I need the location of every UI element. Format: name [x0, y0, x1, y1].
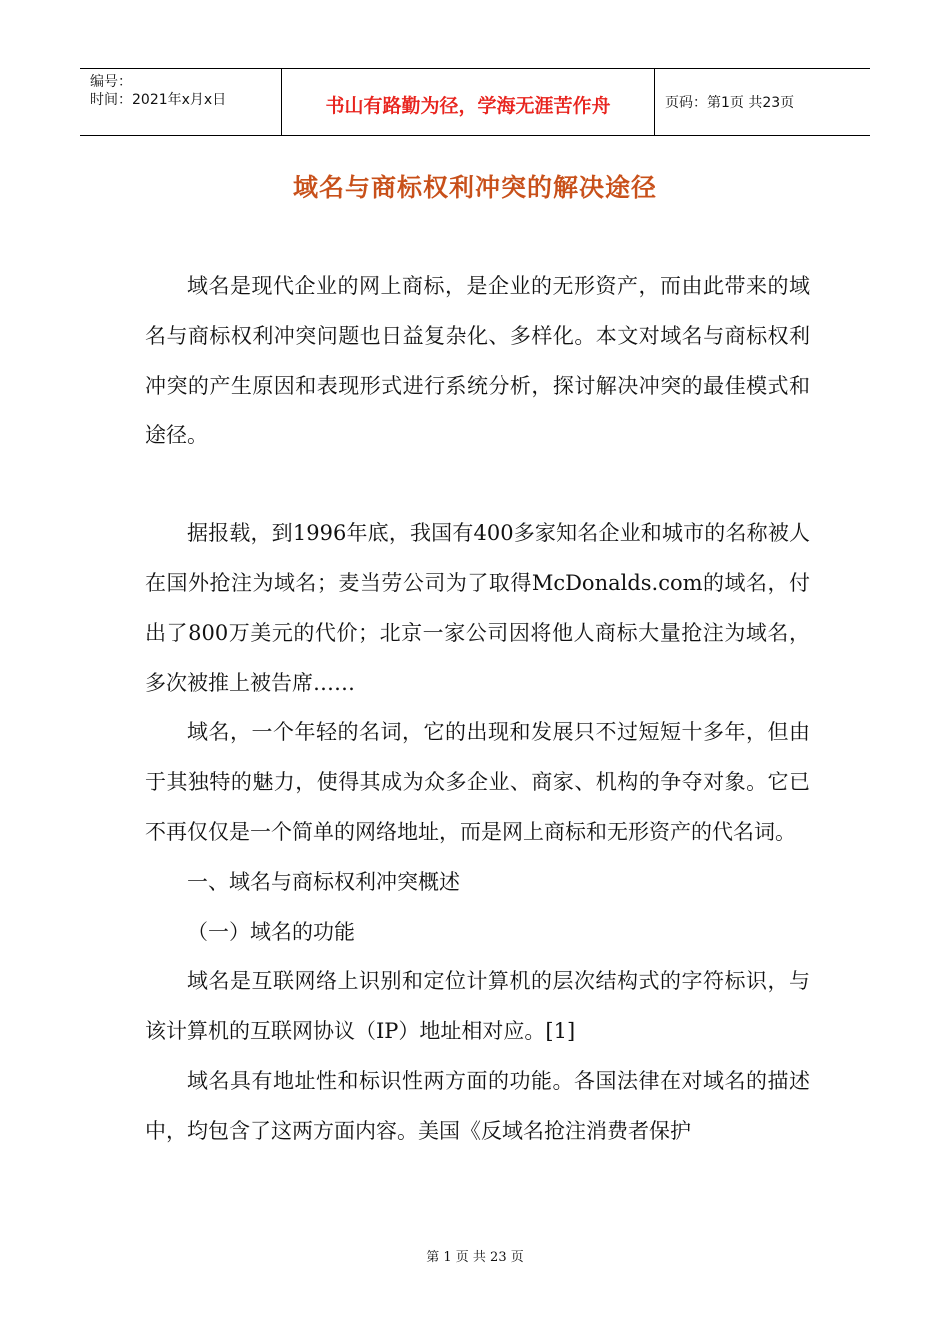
body-paragraph: 据报载，到1996年底，我国有400多家知名企业和城市的名称被人在国外抢注为域名；麦当劳公司为了取得McDonalds.com的域名，付出了800万美元的代价；北京一家公司因将他人商标大量抢注为域名，多次被推上被告席…… [145, 521, 810, 695]
document-body [145, 262, 810, 1157]
header-meta [80, 69, 282, 135]
time-label: 时间：2021年x月x日 [90, 92, 227, 108]
section-heading: 一、域名与商标权利冲突概述 [187, 869, 460, 894]
paragraph-spacer [145, 461, 810, 509]
serial-number-label: 编号： [90, 74, 132, 90]
header-page-info: 页码：第1页 共23页 [665, 95, 795, 111]
abstract-paragraph: 域名是现代企业的网上商标，是企业的无形资产，而由此带来的域名与商标权利冲突问题也日益复杂化、多样化。本文对域名与商标权利冲突的产生原因和表现形式进行系统分析，探讨解决冲突的最佳模式和途径。 [145, 274, 810, 448]
document-title: 域名与商标权利冲突的解决途径 [292, 173, 657, 202]
document-header [80, 68, 870, 136]
subsection-heading: （一）域名的功能 [187, 919, 355, 944]
body-paragraph: 域名，一个年轻的名词，它的出现和发展只不过短短十多年，但由于其独特的魅力，使得其成为众多企业、商家、机构的争夺对象。它已不再仅仅是一个简单的网络地址，而是网上商标和无形资产的代名词。 [145, 720, 810, 844]
body-paragraph: 域名具有地址性和标识性两方面的功能。各国法律在对域名的描述中，均包含了这两方面内容。美国《反域名抢注消费者保护 [145, 1068, 810, 1143]
header-motto: 书山有路勤为径，学海无涯苦作舟 [282, 69, 655, 135]
page-footer: 第 1 页 共 23 页 [426, 1250, 524, 1265]
body-paragraph: 域名是互联网络上识别和定位计算机的层次结构式的字符标识，与该计算机的互联网协议（IP）地址相对应。[1] [145, 969, 810, 1044]
